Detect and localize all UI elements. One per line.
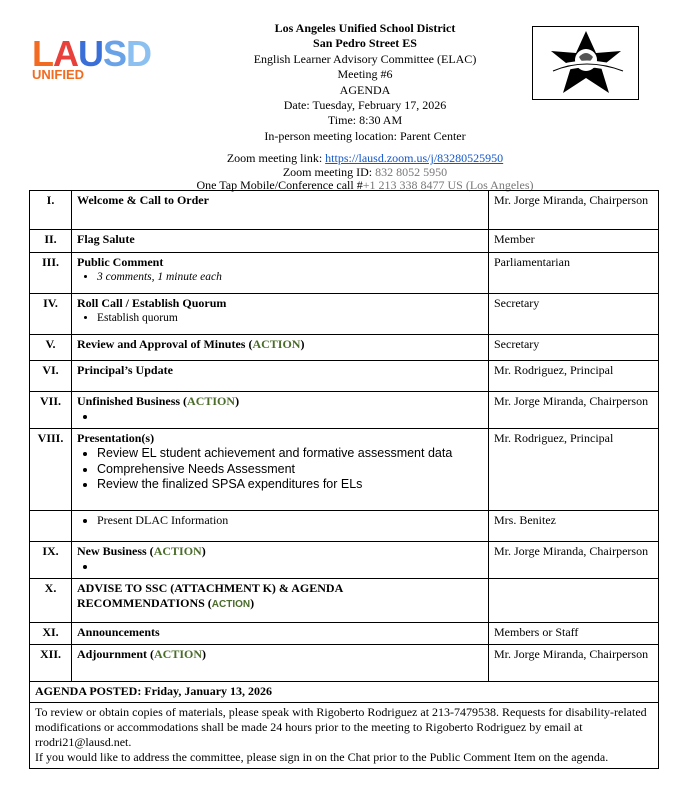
- agenda-heading: AGENDA: [339, 82, 391, 97]
- meeting-date: Date: Tuesday, February 17, 2026: [283, 98, 447, 113]
- list-item: • Review the finalized SPSA expenditures for ELs: [97, 477, 483, 493]
- agenda-table: [29, 190, 659, 769]
- agenda-row: IV. Roll Call / Establish Quorum • Establish quorum Secretary: [30, 294, 659, 335]
- agenda-row: • Present DLAC Information Mrs. Benitez: [30, 511, 659, 542]
- district-name: Los Angeles Unified School District: [274, 21, 456, 35]
- committee-name: English Learner Advisory Committee (ELAC): [253, 51, 477, 66]
- agenda-row: VII. Unfinished Business (ACTION) • Mr. Jorge Miranda, Chairperson: [30, 392, 659, 429]
- zoom-link[interactable]: https://lausd.zoom.us/j/83280525950: [325, 151, 504, 165]
- agenda-posted: AGENDA POSTED: Friday, January 13, 2026: [35, 684, 273, 698]
- list-item: • Present DLAC Information: [97, 513, 483, 528]
- list-item: • Establish quorum: [97, 311, 483, 326]
- meeting-location: In-person meeting location: Parent Center: [264, 128, 466, 143]
- school-name: San Pedro Street ES: [313, 36, 417, 51]
- agenda-row: I. Welcome & Call to Order Mr. Jorge Miranda, Chairperson: [30, 191, 659, 230]
- agenda-row: II. Flag Salute Member: [30, 230, 659, 253]
- meeting-number: Meeting #6: [337, 67, 393, 82]
- zoom-phone: +1 213 338 8477 US (Los Angeles): [362, 178, 534, 193]
- list-item: [97, 559, 483, 574]
- comment-note: If you would like to address the committee, please sign in on the Chat prior to the Public Comment Item on the agenda.: [35, 750, 609, 764]
- zoom-info: Zoom meeting link: https://lausd.zoom.us/j/83280525950 Zoom meeting ID: 832 8052 5950 One Tap Mobile/Conference call #+1 213 338 8477 US (Los Angeles): [196, 151, 534, 193]
- footer-notes-row: [30, 703, 659, 769]
- materials-note: To review or obtain copies of materials, please speak with Rigoberto Rodriguez at 213-7479538. Requests for disability-related modifications or accommodations shall be made 24 hours prior to the meeting to Rigoberto Rodriguez by email at rrodri21@lausd.net.: [35, 705, 647, 749]
- agenda-row: VIII. Presentation(s) • Review EL student achievement and formative assessment data • Comprehensive Needs Assessment • Review the finalized SPSA expenditures for ELs Mr. Rodriguez, Principal: [30, 429, 659, 511]
- agenda-row: X. ADVISE TO SSC (ATTACHMENT K) & AGENDA RECOMMENDATIONS (ACTION): [30, 579, 659, 623]
- agenda-posted-row: [30, 682, 659, 703]
- list-item: [97, 409, 483, 424]
- list-item: • Review EL student achievement and formative assessment data: [97, 446, 483, 462]
- agenda-row: VI. Principal’s Update Mr. Rodriguez, Principal: [30, 361, 659, 392]
- lausd-logo: L A U S D UNIFIED: [32, 33, 152, 82]
- agenda-row: V. Review and Approval of Minutes (ACTION) Secretary: [30, 335, 659, 361]
- meeting-time: Time: 8:30 AM: [327, 113, 403, 128]
- agenda-row: XII. Adjournment (ACTION) Mr. Jorge Miranda, Chairperson: [30, 645, 659, 682]
- agenda-row: XI. Announcements Members or Staff: [30, 623, 659, 645]
- list-item: • Comprehensive Needs Assessment: [97, 462, 483, 478]
- agenda-row: III. Public Comment • 3 comments, 1 minute each Parliamentarian: [30, 253, 659, 294]
- list-item: • 3 comments, 1 minute each: [97, 270, 483, 285]
- meeting-header: [150, 21, 580, 144]
- zoom-id: 832 8052 5950: [375, 164, 448, 179]
- agenda-row: IX. New Business (ACTION) • Mr. Jorge Miranda, Chairperson: [30, 542, 659, 579]
